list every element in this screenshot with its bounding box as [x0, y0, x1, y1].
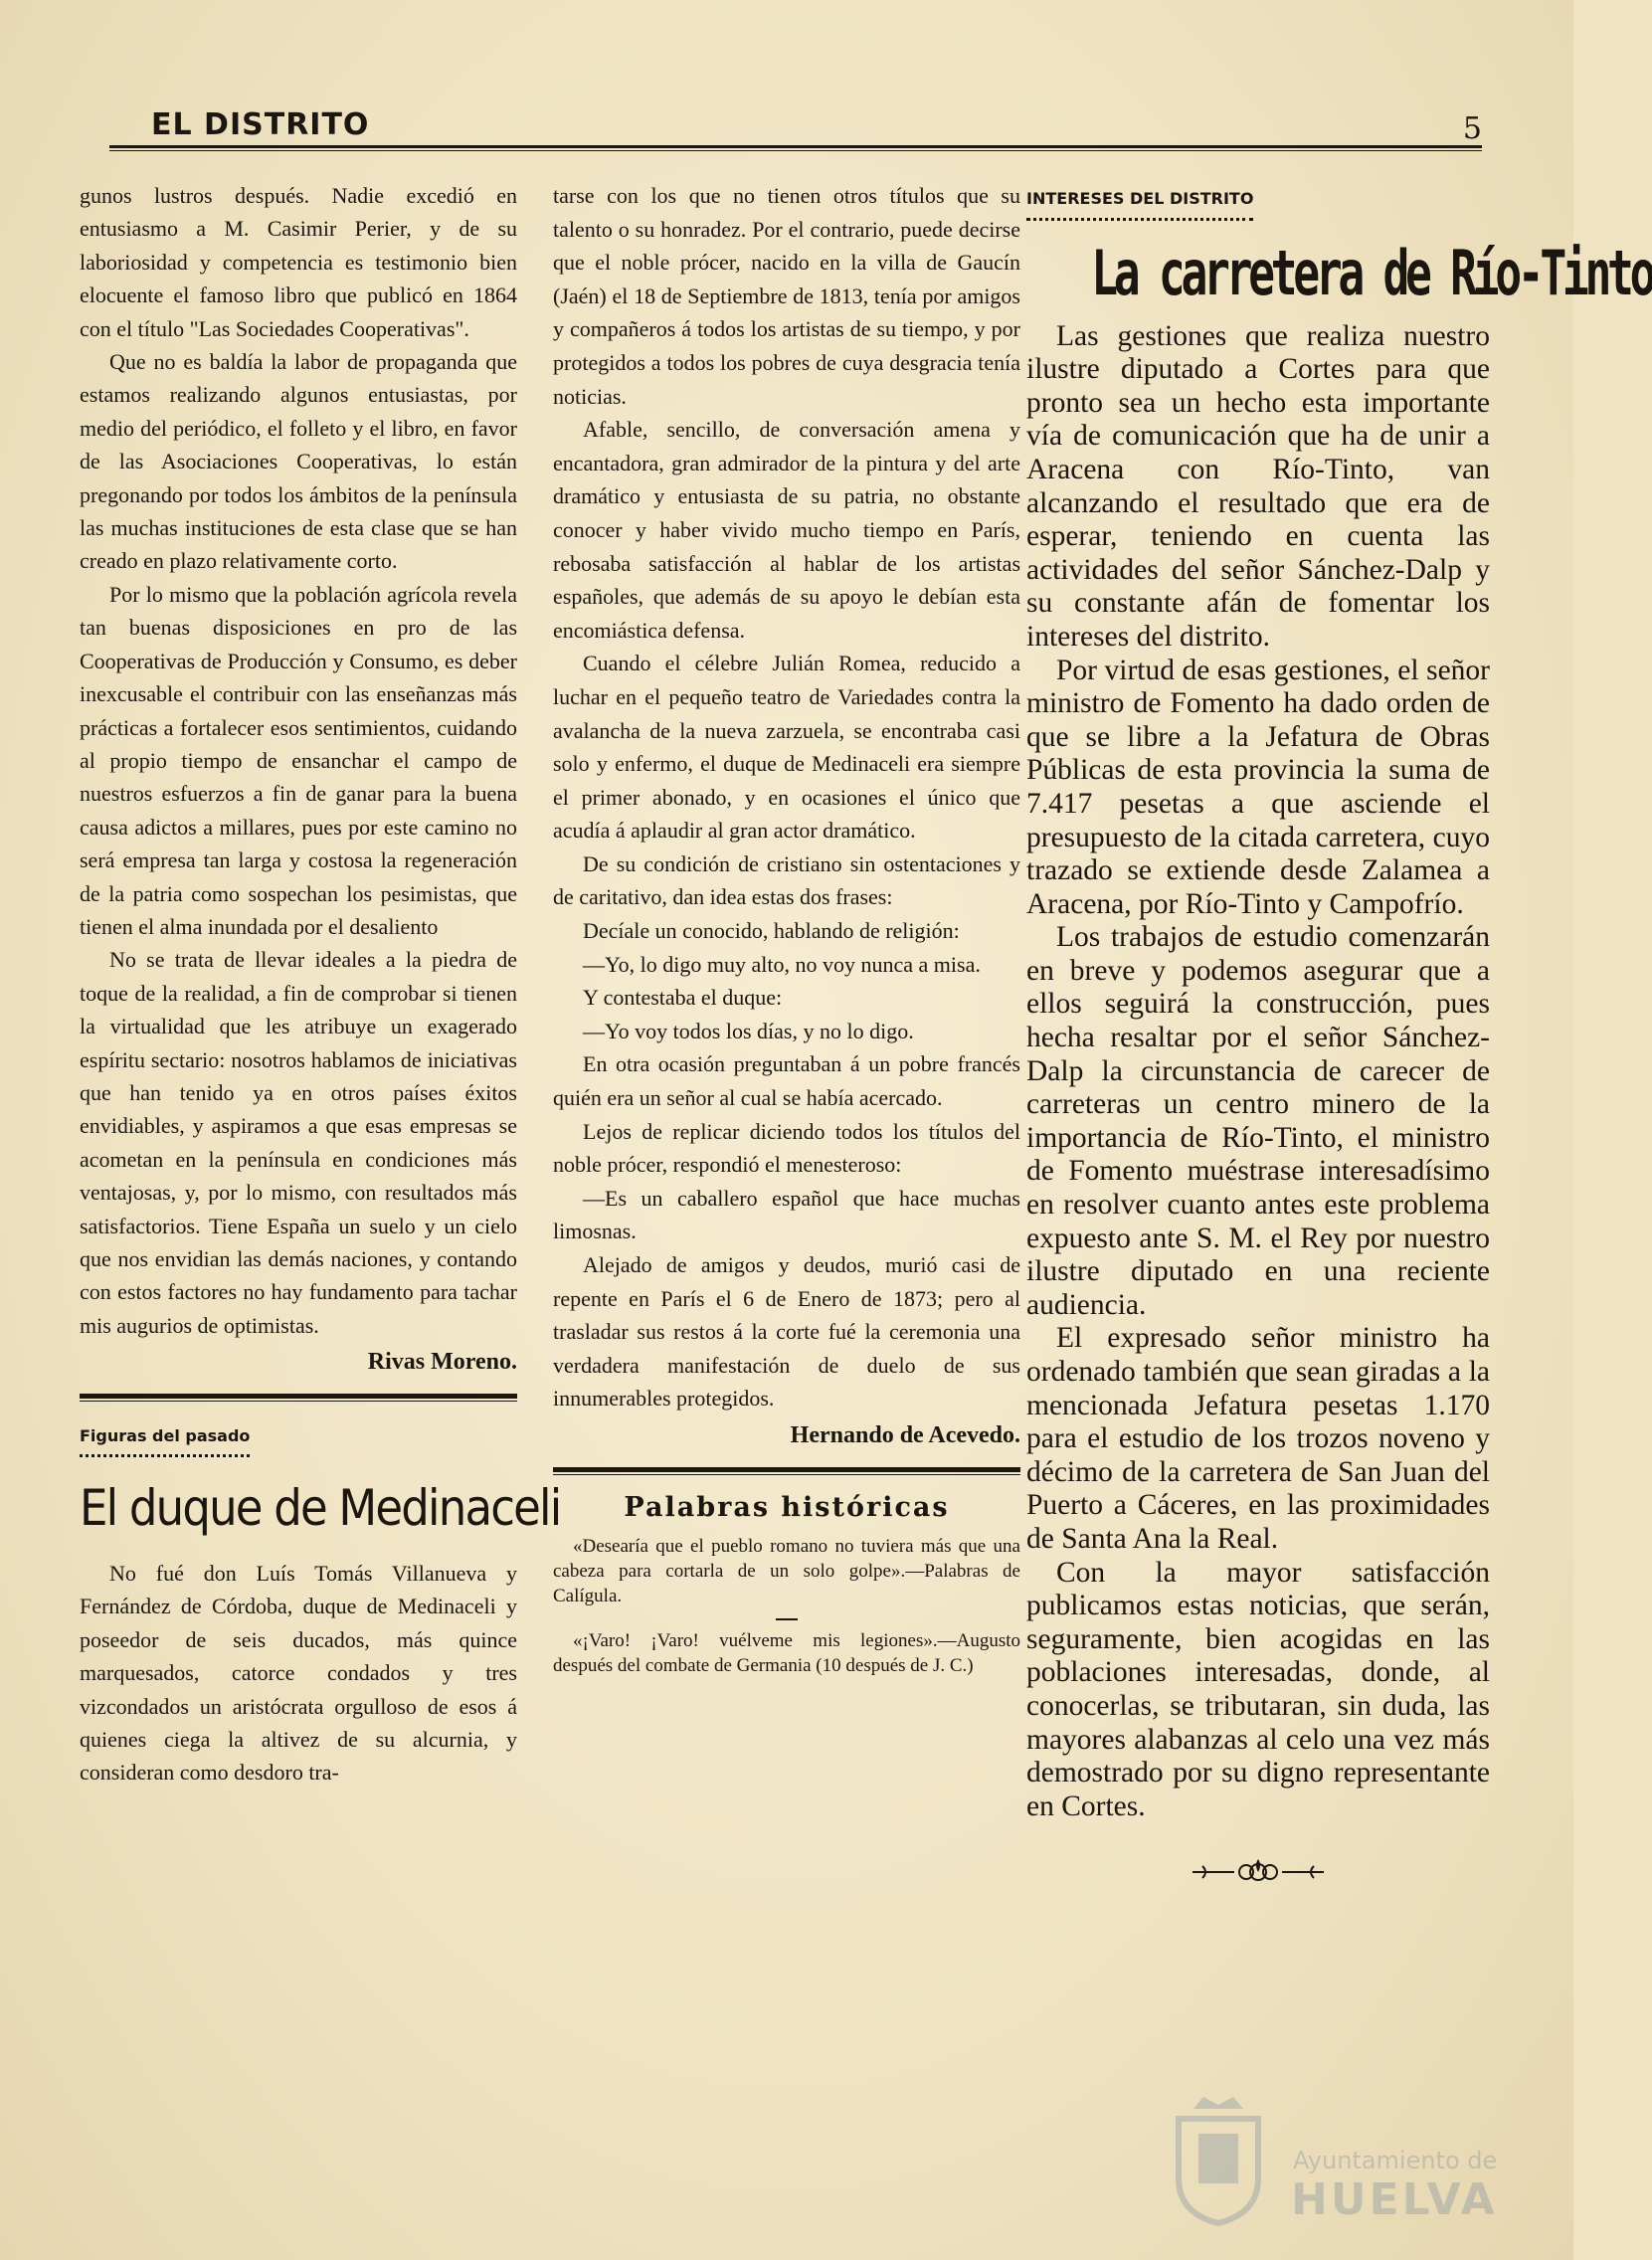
- article-paragraph: No fué don Luís Tomás Villanueva y Fernández de Córdoba, duque de Medinaceli y poseedor de seis ducados, más quince marquesados, catorce condados y tres vizcondados un aristócrata orgulloso de esos á quienes ciega la altivez de su alcurnia, y consideran como desdoro tra-: [80, 1561, 517, 1786]
- article-paragraph: No se trata de llevar ideales a la piedra de toque de la realidad, a fin de comprobar si tienen la virtualidad que les atribuye un exagerado espíritu sectario: nosotros hablamos de iniciativas que han tenido ya en otros países éxitos envidiables, y aspiramos a que esas empresas se acometan en la península en condiciones más ventajosas, y, por lo mismo, con resultados más satisfactorios. Tiene España un suelo y un cielo que nos envidian las demás naciones, y contando con estos factores no hay fundamento para tachar mis augurios de optimistas.: [80, 947, 517, 1338]
- section-divider: [553, 1467, 1020, 1475]
- article-paragraph: Y contestaba el duque:: [583, 985, 783, 1011]
- section-kicker: Figuras del pasado: [80, 1419, 250, 1457]
- article-paragraph: —Yo voy todos los días, y no lo digo.: [583, 1018, 914, 1043]
- article-paragraph: —Es un caballero español que hace muchas limosnas.: [553, 1185, 1020, 1244]
- article-paragraph: Por virtud de esas gestiones, el señor ministro de Fomento ha dado orden de que se libre a la Jefatura de Obras Públicas de esta provincia la suma de 7.417 pesetas a que asciende el presupuesto de la citada carretera, cuyo trazado se extiende desde Zalamea a Aracena, por Río-Tinto y Campofrío.: [1026, 654, 1490, 920]
- article-paragraph: Afable, sencillo, de conversación amena y encantadora, gran admirador de la pintura y del arte dramático y entusiasta de su patria, no obstante conocer y haber vivido mucho tiempo en París, rebosaba satisfacción al hablar de los artistas españoles, que además de su apoyo le debían esta encomiástica defensa.: [553, 417, 1020, 643]
- column-1: [80, 179, 561, 1789]
- article-paragraph: De su condición de cristiano sin ostentaciones y de caritativo, dan idea estas dos frases:: [553, 850, 1020, 910]
- section-title: Palabras históricas: [624, 1491, 950, 1523]
- historical-quote: «¡Varo! ¡Varo! vuélveme mis legiones».—Augusto después del combate de Germania (10 después de J. C.): [553, 1630, 1020, 1677]
- article-paragraph: Los trabajos de estudio comenzarán en breve y podemos asegurar que a ellos seguirá la construcción, pues hecha resaltar por el señor Sánchez-Dalp la circunstancia de carecer de carreteras un centro minero de la importancia de Río-Tinto, el ministro de Fomento muéstrase interesadísimo en resolver cuanto antes este problema expuesto ante S. M. el Rey por nuestro ilustre diputado en una reciente audiencia.: [1026, 921, 1490, 1321]
- fleuron-ornament-icon: [1026, 1857, 1490, 1896]
- article-title: La carretera de Río-Tinto: [1091, 236, 1652, 309]
- article-signature: Hernando de Acevedo.: [790, 1421, 1020, 1448]
- article-paragraph: Alejado de amigos y deudos, murió casi de repente en París el 6 de Enero de 1873; pero al trasladar sus restos á la corte fué la ceremonia una verdadera manifestación de duelo de sus innumerables protegidos.: [553, 1252, 1020, 1412]
- newspaper-name: EL DISTRITO: [151, 107, 370, 142]
- watermark: [1164, 2089, 1502, 2228]
- article-paragraph: Lejos de replicar diciendo todos los títulos del noble prócer, respondió el menesteroso:: [553, 1118, 1020, 1178]
- page-header: [109, 103, 1482, 153]
- section-kicker: INTERESES DEL DISTRITO: [1026, 182, 1253, 221]
- header-rule: [109, 145, 1482, 151]
- article-paragraph: El expresado señor ministro ha ordenado también que sean giradas a la mencionada Jefatura pesetas 1.170 para el estudio de los trozos noveno y décimo de la carretera de San Juan del Puerto a Cáceres, en las proximidades de Santa Ana la Real.: [1026, 1322, 1490, 1555]
- article-paragraph: Por lo mismo que la población agrícola revela tan buenas disposiciones en pro de las Cooperativas de Producción y Consumo, es deber inexcusable el contribuir con las enseñanzas más prácticas a fortalecer esos sentimientos, cuidando al propio tiempo de ensanchar el campo de nuestros esfuerzos a fin de ganar para la buena causa adictos a millares, pues por este camino no será empresa tan larga y costosa la regeneración de la patria como sospechan los pesimistas, que tienen el alma inundada por el desaliento: [80, 581, 517, 939]
- quote-separator: [776, 1618, 798, 1620]
- article-title: El duque de Medinaceli: [80, 1479, 561, 1538]
- watermark-line-1: Ayuntamiento de: [1293, 2147, 1498, 2174]
- article-paragraph: Las gestiones que realiza nuestro ilustre diputado a Cortes para que pronto sea un hecho esta importante vía de comunicación que ha de unir a Aracena con Río-Tinto, van alcanzando el resultado que era de esperar, teniendo en cuenta las actividades del señor Sánchez-Dalp y su constante afán de fomentar los intereses del distrito.: [1026, 319, 1490, 653]
- huelva-coat-of-arms-icon: [1164, 2089, 1273, 2228]
- article-paragraph: Con la mayor satisfacción publicamos estas noticias, que serán, seguramente, bien acogidas en las poblaciones interesadas, donde, al conocerlas, se tributaran, sin duda, las mayores alabanzas al celo una vez más demostrado por su digno representante en Cortes.: [1026, 1556, 1490, 1822]
- article-signature: Rivas Moreno.: [367, 1349, 517, 1376]
- article-paragraph: En otra ocasión preguntaban á un pobre francés quién era un señor al cual se había acercado.: [553, 1051, 1020, 1111]
- article-paragraph: Que no es baldía la labor de propaganda que estamos realizando algunos entusiastas, por medio del periódico, el folleto y el libro, en favor de las Asociaciones Cooperativas, lo están pregonando por todos los ámbitos de la península las muchas instituciones de esta clase que se han creado en plazo relativamente corto.: [80, 349, 517, 574]
- column-3: [1026, 179, 1652, 1896]
- historical-quote: «Desearía que el pueblo romano no tuviera más que una cabeza para cortarla de un solo golpe».—Palabras de Calígula.: [553, 1536, 1020, 1607]
- column-2: [553, 179, 1020, 1678]
- watermark-line-2: HUELVA: [1291, 2174, 1498, 2225]
- article-paragraph: tarse con los que no tienen otros títulos que su talento o su honradez. Por el contrario, puede decirse que el noble prócer, nacido en la villa de Gaucín (Jaén) el 18 de Septiembre de 1813, tenía por amigos y compañeros á todos los artistas de su tiempo, y por protegidos a todos los pobres de cuya desgracia tenía noticias.: [553, 183, 1020, 409]
- article-paragraph: Cuando el célebre Julián Romea, reducido a luchar en el pequeño teatro de Variedades contra la avalancha de la nueva zarzuela, se encontraba casi solo y enfermo, el duque de Medinaceli era siempre el primer abonado, y en ocasiones el único que acudía á aplaudir al gran actor dramático.: [553, 651, 1020, 844]
- article-paragraph: —Yo, lo digo muy alto, no voy nunca a misa.: [583, 951, 981, 977]
- article-paragraph: gunos lustros después. Nadie excedió en entusiasmo a M. Casimir Perier, y de su laboriosidad y competencia es testimonio bien elocuente el famoso libro que publicó en 1864 con el título "Las Sociedades Cooperativas".: [80, 183, 517, 341]
- section-divider: [80, 1394, 517, 1402]
- page-number: 5: [1462, 111, 1482, 146]
- article-paragraph: Decíale un conocido, hablando de religión:: [583, 918, 960, 944]
